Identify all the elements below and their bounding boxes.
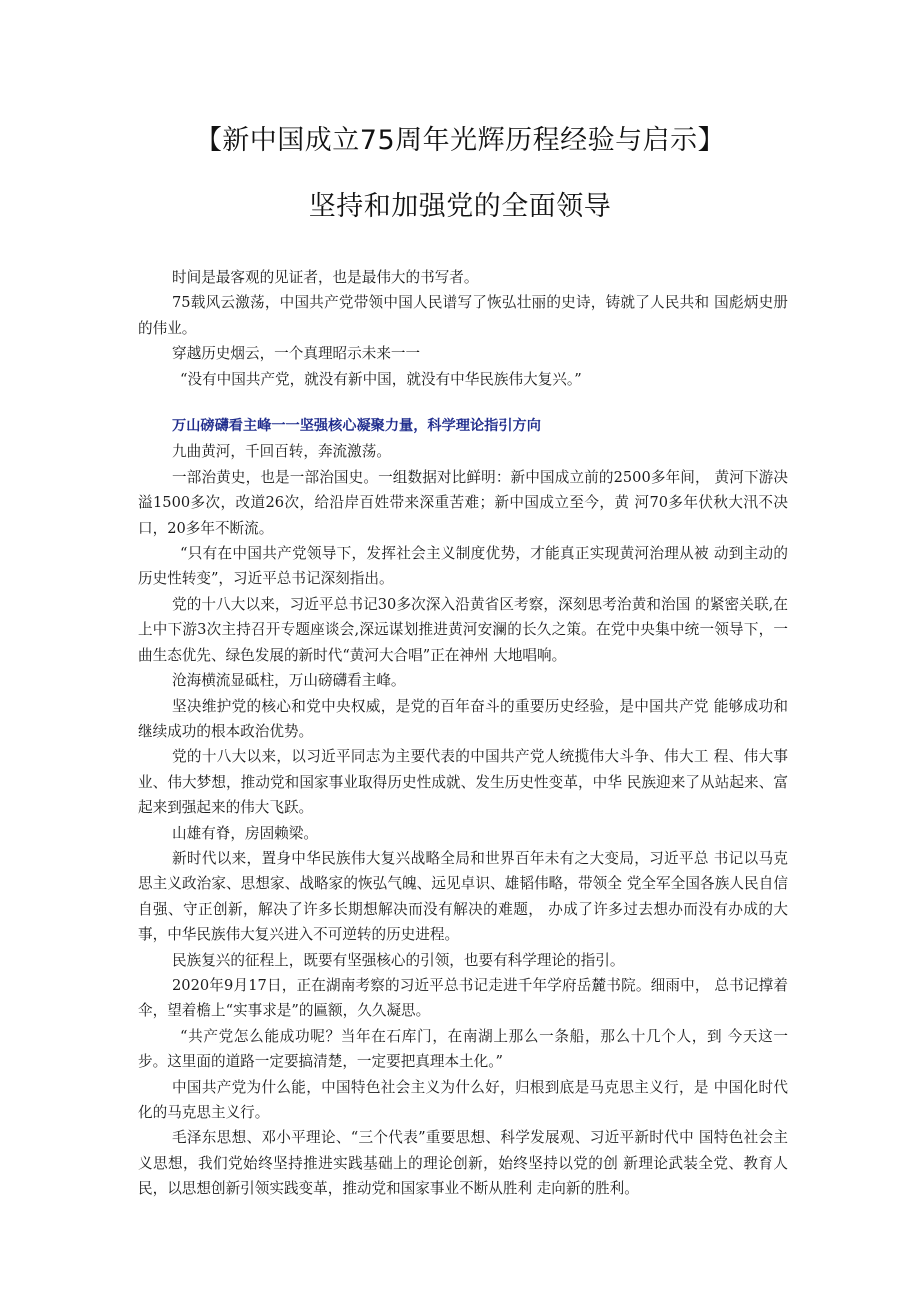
body-paragraph: 中国共产党为什么能，中国特色社会主义为什么好，归根到底是马克思主义行，是 中国化时代化的马克思主义行。	[138, 1078, 788, 1121]
intro-paragraph: 时间是最客观的见证者，也是最伟大的书写者。	[172, 269, 479, 286]
body-paragraph: 沧海横流显砥柱，万山磅礴看主峰。	[172, 672, 406, 690]
body-paragraph: 毛泽东思想、邓小平理论、“三个代表”重要思想、科学发展观、习近平新时代中 国特色社会主义思想，我们党始终坚持推进实践基础上的理论创新，始终坚持以党的创 新理论武装全党、教育人民，以思想创新引领实践变革，推动党和国家事业不断从胜利 走向新的胜利。	[138, 1129, 788, 1198]
document-title: 【新中国成立75周年光辉历程经验与启示】	[194, 125, 726, 156]
document-body	[138, 265, 788, 1202]
body-paragraph: 一部治黄史，也是一部治国史。一组数据对比鲜明：新中国成立前的2500多年间， 黄河下游决溢1500多次，改道26次，给沿岸百姓带来深重苦难；新中国成立至今，黄 河70多年伏秋大汛不决口，20多年不断流。	[138, 468, 788, 537]
intro-paragraph: 穿越历史烟云，一个真理昭示未来一一	[172, 345, 421, 363]
body-paragraph: 新时代以来，置身中华民族伟大复兴战略全局和世界百年未有之大变局，习近平总 书记以马克思主义政治家、思想家、战略家的恢弘气魄、远见卓识、雄韬伟略，带领全 党全军全国各族人民自信自强、守正创新，解决了许多长期想解决而没有解决的难题， 办成了许多过去想办而没有办成的大事，中华民族伟大复兴进入不可逆转的历史进程。	[138, 849, 788, 944]
intro-paragraph: 75载风云激荡，中国共产党带领中国人民谱写了恢弘壮丽的史诗，铸就了人民共和 国彪炳史册的伟业。	[138, 294, 788, 337]
body-paragraph: 2020年9月17日，正在湖南考察的习近平总书记走进千年学府岳麓书院。细雨中， 总书记撑着伞，望着檐上“实事求是”的匾额，久久凝思。	[138, 976, 788, 1020]
body-quote: “只有在中国共产党领导下，发挥社会主义制度优势，才能真正实现黄河治理从被 动到主动的历史性转变”，习近平总书记深刻指出。	[138, 545, 788, 588]
body-paragraph: 党的十八大以来，习近平总书记30多次深入沿黄省区考察，深刻思考治黄和治国 的紧密关联,在上中下游3次主持召开专题座谈会,深远谋划推进黄河安澜的长久之策。在党中央集中统一领导下，一曲生态优先、绿色发展的新时代“黄河大合唱”正在神州 大地唱响。	[138, 595, 788, 664]
body-paragraph: 党的十八大以来，以习近平同志为主要代表的中国共产党人统揽伟大斗争、伟大工 程、伟大事业、伟大梦想，推动党和国家事业取得历史性成就、发生历史性变革，中华 民族迎来了从站起来、富起来到强起来的伟大飞跃。	[138, 748, 788, 817]
body-paragraph: 坚决维护党的核心和党中央权威，是党的百年奋斗的重要历史经验，是中国共产党 能够成功和继续成功的根本政治优势。	[138, 697, 788, 740]
body-quote: “共产党怎么能成功呢？当年在石库门，在南湖上那么一条船，那么十几个人，到 今天这一步。这里面的道路一定要搞清楚，一定要把真理本土化。”	[138, 1027, 788, 1071]
document-subtitle: 坚持和加强党的全面领导	[308, 191, 612, 222]
body-paragraph: 九曲黄河，千回百转，奔流激荡。	[172, 443, 391, 461]
body-paragraph: 民族复兴的征程上，既要有坚强核心的引领，也要有科学理论的指引。	[172, 951, 625, 969]
intro-quote: “没有中国共产党，就没有新中国，就没有中华民族伟大复兴。”	[180, 370, 582, 388]
section-heading: 万山磅礴看主峰一一坚强核心凝聚力量，科学理论指引方向	[172, 418, 541, 435]
body-paragraph: 山雄有脊，房固赖梁。	[172, 824, 318, 842]
